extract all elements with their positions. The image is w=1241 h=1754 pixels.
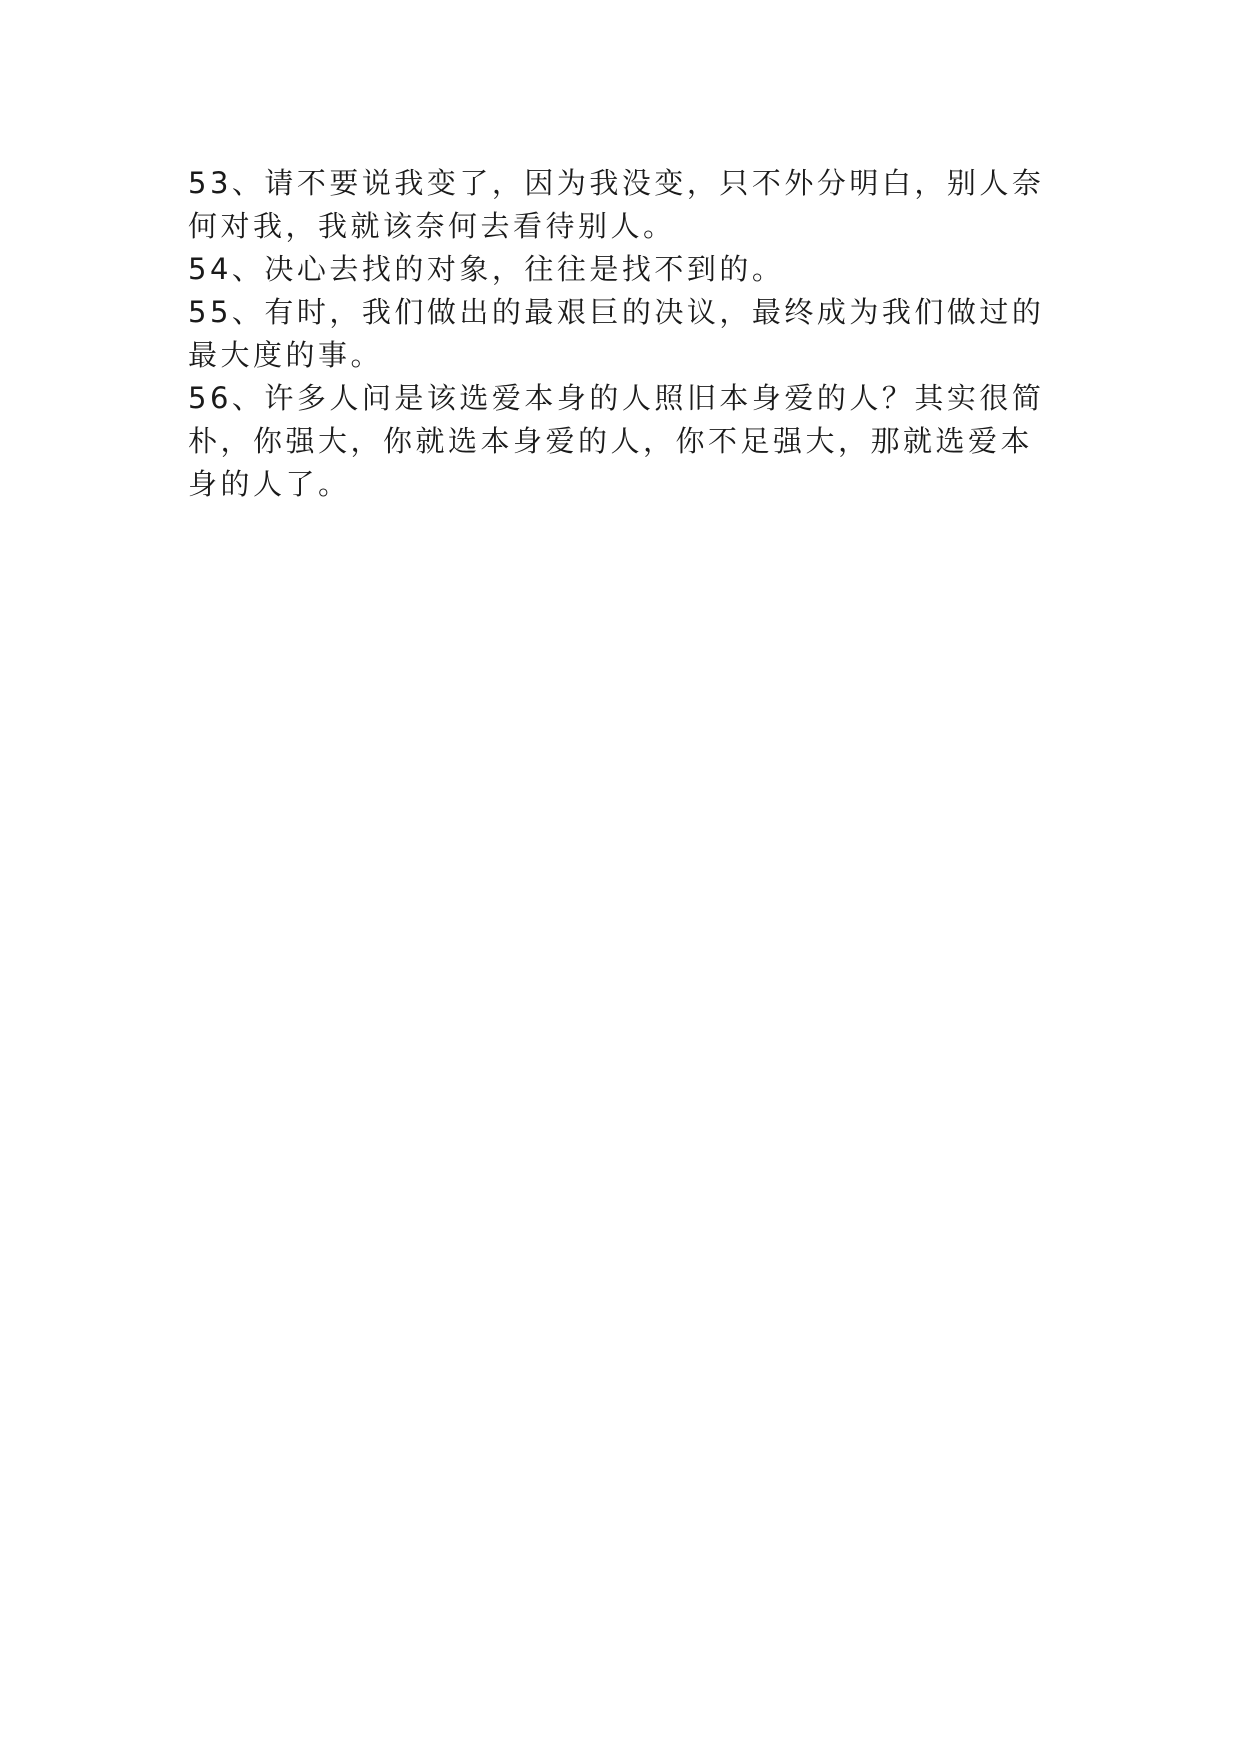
paragraph-56: 56、许多人问是该选爱本身的人照旧本身爱的人？其实很简朴，你强大，你就选本身爱的人，你不足强大，那就选爱本身的人了。 [188,381,1045,501]
paragraph-55: 55、有时，我们做出的最艰巨的决议，最终成为我们做过的最大度的事。 [188,295,1045,372]
paragraph-54: 54、决心去找的对象，往往是找不到的。 [188,252,785,286]
paragraph-53: 53、请不要说我变了，因为我没变，只不外分明白，别人奈何对我，我就该奈何去看待别人。 [188,166,1045,243]
document-body [188,162,1058,506]
